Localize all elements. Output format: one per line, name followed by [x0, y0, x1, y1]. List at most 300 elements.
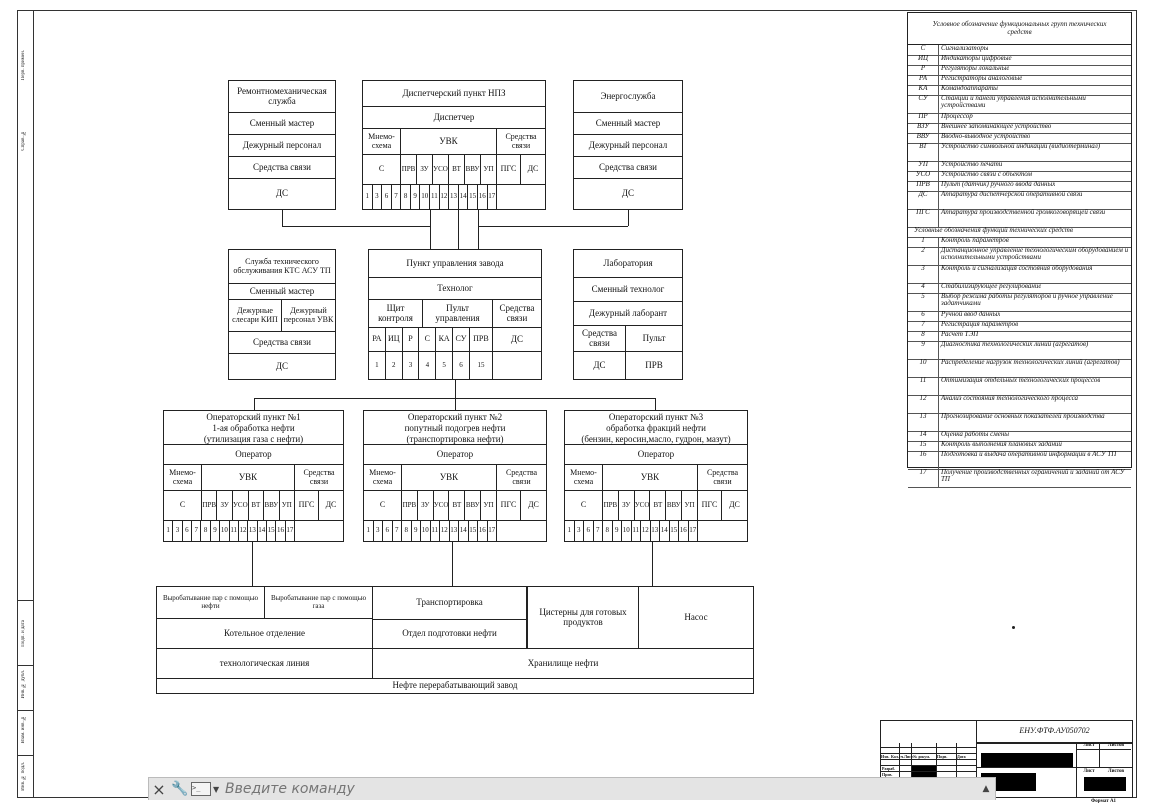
- num-cell: 13: [651, 521, 661, 541]
- legend-func-code: 4: [908, 283, 939, 293]
- operator-sub1: 1-ая обработка нефти: [212, 423, 295, 433]
- legend-func-text: Расчет ТЭП: [941, 331, 979, 338]
- num-cell: 16: [276, 521, 285, 541]
- tanks: Цистерны для готовых продуктов: [527, 587, 639, 649]
- lab-title: Лаборатория: [574, 250, 682, 278]
- plant-control-box: [368, 249, 542, 380]
- code-cell: ВТ: [449, 491, 465, 521]
- operator-mnemo: Мнемо-схема: [364, 465, 402, 491]
- tech-line: технологическая линия: [157, 649, 373, 679]
- legend-func-code: 15: [908, 441, 939, 451]
- plant-shield: Щит контроля: [369, 300, 423, 328]
- legend-func-text: Оптимизация отдельных технологических процессов: [941, 377, 1101, 384]
- operator-comm: Средства связи: [497, 465, 546, 491]
- code-cell: ПРВ: [401, 155, 417, 185]
- code-cell: КА: [436, 328, 453, 352]
- operator-title-block: [565, 411, 747, 445]
- num-cell: 14: [459, 521, 469, 541]
- operator-nums: [565, 521, 698, 541]
- lab-prv: ПРВ: [645, 359, 663, 370]
- legend-text: Регуляторы локальные: [941, 65, 1010, 72]
- tech-service-title: Служба технического обслуживания КТС АСУ ТП: [229, 250, 335, 284]
- num-cell: 8: [201, 521, 210, 541]
- legend-func-text: Распределение нагрузок технологических линий (агрегатов): [941, 359, 1120, 366]
- plant-codes: [369, 328, 493, 352]
- legend-func-text: Диагностика технологических линий (агрегатов): [941, 341, 1089, 348]
- operator-pgs: ПГС: [295, 491, 319, 521]
- legend-func-code: 6: [908, 311, 939, 321]
- operator-title-block: [164, 411, 343, 445]
- num-cell: 2: [386, 352, 403, 379]
- dispatch-codes: [401, 155, 497, 185]
- num-cell: 3: [173, 521, 182, 541]
- legend-code: ИЦ: [908, 55, 939, 65]
- code-cell: ВВУ: [465, 491, 481, 521]
- legend-code: С: [908, 45, 939, 55]
- energy-duty: Дежурный персонал: [574, 135, 682, 157]
- repair-ds: ДС: [275, 188, 289, 199]
- code-cell: С: [419, 328, 436, 352]
- operator-title: Операторский пункт №2: [407, 412, 503, 422]
- num-cell: 13: [449, 185, 459, 209]
- dispatch-pgs: ПГС: [497, 155, 521, 185]
- num-cell: 1: [369, 352, 386, 379]
- side-role: Пров.: [882, 772, 893, 777]
- num-cell: 14: [660, 521, 670, 541]
- legend-func-text: Оценка работы смены: [941, 431, 1010, 438]
- lab-comm: Средства связи: [574, 326, 626, 352]
- operator-uvk: УВК: [603, 465, 698, 491]
- operator-sub2: (бензин, керосин,масло, гудрон, мазут): [581, 434, 731, 444]
- legend-code: ВЗУ: [908, 123, 939, 133]
- num-cell: 15: [469, 521, 479, 541]
- legend-func-code: 14: [908, 431, 939, 441]
- operator-ds: ДС: [319, 491, 343, 521]
- num-cell: 6: [382, 185, 392, 209]
- num-cell: 5: [436, 352, 453, 379]
- code-cell: ВВУ: [465, 155, 481, 185]
- num-cell: 12: [239, 521, 248, 541]
- legend-text: Станции и панели управления исполнительными устройствами: [941, 95, 1086, 109]
- dot-mark: [1012, 626, 1015, 629]
- dispatch-box: [362, 80, 546, 210]
- chevron-up-icon[interactable]: ▲: [982, 784, 990, 794]
- num-cell: 15: [470, 352, 493, 379]
- legend-func-text: Ручной ввод данных: [941, 311, 1001, 318]
- side-label: Подп. и дата: [21, 620, 26, 647]
- num-cell: 3: [374, 521, 384, 541]
- legend-item: [908, 209, 1131, 228]
- legend-func-text: Подготовка и выдача оперативной информации в АСУ ТП: [941, 451, 1117, 458]
- dispatch-uvk: УВК: [401, 129, 497, 155]
- num-cell: 11: [430, 185, 440, 209]
- operator-mnemo: Мнемо-схема: [565, 465, 603, 491]
- legend-func: [908, 247, 1131, 266]
- legend-text: Командоаппараты: [941, 85, 998, 92]
- num-cell: 9: [412, 521, 422, 541]
- row-label: Дата: [957, 754, 966, 759]
- code-cell: ВТ: [449, 155, 465, 185]
- legend-text: Вводно-выводное устройство: [941, 133, 1031, 140]
- code-cell: ПРВ: [470, 328, 493, 352]
- operator-box-2: [363, 410, 547, 542]
- legend-func-code: 1: [908, 237, 939, 247]
- side-label: Взам. инв. №: [21, 715, 26, 744]
- legend-func: [908, 341, 1131, 360]
- sheets-label-2: Листов: [1107, 768, 1125, 774]
- num-cell: 1: [364, 521, 374, 541]
- boiler: Котельное отделение: [157, 619, 373, 649]
- num-cell: 17: [488, 185, 498, 209]
- num-cell: 14: [258, 521, 267, 541]
- legend-text: Устройство символьной индикации (видиотерминал): [941, 143, 1101, 150]
- dispatch-mnemo: Мнемо-схема: [363, 129, 401, 155]
- legend-code: ПГС: [908, 209, 939, 227]
- command-input[interactable]: [221, 779, 977, 799]
- num-cell: 15: [670, 521, 680, 541]
- legend-func-text: Анализ состояния технологического процесса: [941, 395, 1079, 402]
- legend-func: [908, 377, 1131, 396]
- legend-text: Регистраторы аналоговые: [941, 75, 1023, 82]
- num-cell: 11: [632, 521, 642, 541]
- dispatch-s: С: [363, 155, 401, 185]
- operator-person: Оператор: [565, 445, 747, 465]
- tech-ds: ДС: [275, 360, 289, 371]
- num-cell: 10: [420, 185, 430, 209]
- tech-service-box: [228, 249, 336, 380]
- legend-text: Сигнализаторы: [941, 45, 989, 52]
- num-cell: 3: [373, 185, 383, 209]
- code-cell: РА: [369, 328, 386, 352]
- steam-gas: Выробатывание пар с помощью газа: [265, 587, 373, 619]
- list-label-2: Лист: [1083, 768, 1095, 774]
- code-cell: ЗУ: [418, 491, 434, 521]
- num-cell: 13: [248, 521, 257, 541]
- operator-mnemo: Мнемо-схема: [164, 465, 202, 491]
- row-label: Изм.: [881, 754, 890, 759]
- energy-ds: ДС: [621, 188, 635, 199]
- operator-pgs: ПГС: [698, 491, 722, 521]
- code-cell: ВВУ: [666, 491, 682, 521]
- operator-nums: [364, 521, 497, 541]
- code-cell: УСО: [233, 491, 249, 521]
- row-label: Лист: [904, 754, 914, 759]
- plant-panel: Пульт управления: [423, 300, 493, 328]
- num-cell: 9: [211, 521, 220, 541]
- operator-uvk: УВК: [202, 465, 295, 491]
- wrench-icon[interactable]: 🔧: [171, 781, 189, 797]
- operator-sub1: обработка фракций нефти: [606, 423, 706, 433]
- legend-func-code: 17: [908, 469, 939, 487]
- prep: Отдел подготовки нефти: [373, 619, 527, 649]
- operator-sub1: попутный подогрев нефти: [404, 423, 506, 433]
- legend-func-text: Контроль параметров: [941, 237, 1009, 244]
- code-cell: ПРВ: [202, 491, 217, 521]
- plant-nums: [369, 352, 493, 379]
- legend-code: ДС: [908, 191, 939, 209]
- num-cell: 16: [679, 521, 689, 541]
- num-cell: 6: [453, 352, 470, 379]
- legend-func-text: Выбор режима работы регуляторов и ручное управление задатчиками: [941, 293, 1113, 307]
- num-cell: 11: [431, 521, 441, 541]
- command-prompt-icon[interactable]: >_ ▼: [191, 782, 221, 796]
- operator-s: С: [565, 491, 603, 521]
- code-cell: Р: [403, 328, 420, 352]
- operator-ds: ДС: [521, 491, 546, 521]
- code-cell: УП: [682, 491, 698, 521]
- legend-func-code: 10: [908, 359, 939, 377]
- dispatch-comm: Средства связи: [497, 129, 545, 155]
- storage: Хранилище нефти: [373, 649, 753, 679]
- legend-func: [908, 265, 1131, 284]
- operator-codes: [202, 491, 295, 521]
- code-cell: ЗУ: [417, 155, 433, 185]
- code-cell: ЗУ: [619, 491, 635, 521]
- num-cell: 4: [419, 352, 436, 379]
- repair-service-title: Ремонтномеханическая служба: [229, 81, 335, 113]
- num-cell: 7: [392, 185, 402, 209]
- num-cell: 17: [286, 521, 295, 541]
- legend-func-code: 12: [908, 395, 939, 413]
- repair-duty: Дежурный персонал: [229, 135, 335, 157]
- plant-control-title: Пункт управления завода: [369, 250, 541, 278]
- legend-code: РА: [908, 75, 939, 85]
- energy-comm: Средства связи: [574, 157, 682, 179]
- num-cell: 15: [267, 521, 276, 541]
- close-icon[interactable]: ×: [152, 779, 166, 799]
- num-cell: 7: [393, 521, 403, 541]
- plant-box: [156, 586, 754, 694]
- legend-func: [908, 293, 1131, 312]
- legend-text: Процессор: [941, 113, 973, 120]
- legend-item: [908, 95, 1131, 114]
- operator-codes: [402, 491, 497, 521]
- num-cell: 17: [689, 521, 699, 541]
- legend-func-code: 16: [908, 451, 939, 469]
- chevron-down-icon[interactable]: ▼: [213, 784, 220, 794]
- steam-oil: Выробатывание пар с помощью нефти: [157, 587, 265, 619]
- legend-func-text: Контроль выполнения плановых заданий: [941, 441, 1062, 448]
- num-cell: 1: [363, 185, 373, 209]
- legend-text: Внешнее запоминающее устройство: [941, 123, 1052, 130]
- code-cell: ПРВ: [603, 491, 619, 521]
- num-cell: 14: [459, 185, 469, 209]
- legend-title: Условное обозначение функциональных групп технических средств: [908, 13, 1131, 45]
- num-cell: 10: [622, 521, 632, 541]
- dispatch-title: Диспетчерский пункт НПЗ: [363, 81, 545, 107]
- code-cell: УСО: [635, 491, 651, 521]
- legend-text: Пульт (датчик) ручного ввода данных: [941, 181, 1056, 188]
- num-cell: 1: [164, 521, 173, 541]
- tech-master: Сменный мастер: [229, 284, 335, 300]
- legend-text: Устройство печати: [941, 161, 1003, 168]
- dispatch-nums: [363, 185, 497, 209]
- plant-ds: ДС: [493, 328, 541, 352]
- legend-func-text: Регистрация параметров: [941, 321, 1019, 328]
- num-cell: 9: [411, 185, 421, 209]
- operator-comm: Средства связи: [295, 465, 343, 491]
- side-label: Перв. примен.: [21, 50, 26, 81]
- operator-person: Оператор: [164, 445, 343, 465]
- operator-title: Операторский пункт №3: [608, 412, 704, 422]
- tech-comm: Средства связи: [229, 332, 335, 354]
- row-label: Подп.: [937, 754, 948, 759]
- command-bar: [148, 777, 996, 800]
- operator-nums: [164, 521, 295, 541]
- energy-master: Сменный мастер: [574, 113, 682, 135]
- lab-ds: ДС: [574, 352, 626, 379]
- num-cell: 11: [230, 521, 239, 541]
- legend-func-text: Стабилизирующее регулирование: [941, 283, 1042, 290]
- num-cell: 12: [641, 521, 651, 541]
- energy-box: [573, 80, 683, 210]
- num-cell: 7: [192, 521, 201, 541]
- format-label: Формат А1: [1091, 799, 1117, 804]
- tech-left: Дежурные слесари КИП: [229, 300, 282, 332]
- code-cell: ВВУ: [264, 491, 279, 521]
- code-cell: УСО: [433, 155, 449, 185]
- lab-master: Сменный технолог: [574, 278, 682, 302]
- plant-control-person: Технолог: [369, 278, 541, 300]
- legend-text: Аппаратура диспетчерской оперативной связи: [941, 191, 1083, 198]
- operator-codes: [603, 491, 698, 521]
- legend-func: [908, 451, 1131, 470]
- operator-sub2: (утилизация газа с нефти): [203, 434, 304, 444]
- doc-code: ЕНУ.ФТФ.АУ050702: [976, 721, 1132, 743]
- dispatch-ds: ДС: [521, 155, 545, 185]
- operator-box-3: [564, 410, 748, 542]
- legend-code: УП: [908, 161, 939, 171]
- legend-code: Р: [908, 65, 939, 75]
- num-cell: 8: [402, 521, 412, 541]
- num-cell: 7: [594, 521, 604, 541]
- side-label: Справ. №: [21, 130, 26, 151]
- code-cell: ПРВ: [402, 491, 418, 521]
- legend-code: УСО: [908, 171, 939, 181]
- legend-func: [908, 395, 1131, 414]
- legend-code: ПРВ: [908, 181, 939, 191]
- code-cell: ЗУ: [217, 491, 232, 521]
- tech-right: Дежурный персонал УВК: [282, 300, 335, 332]
- legend-func-title: Условные обозначения функций технических средств: [908, 227, 1131, 238]
- num-cell: 9: [613, 521, 623, 541]
- num-cell: 16: [478, 521, 488, 541]
- operator-uvk: УВК: [402, 465, 497, 491]
- sheets-label: Листов: [1101, 743, 1131, 750]
- legend-code: КА: [908, 85, 939, 95]
- legend-func-text: Контроль и сигнализация состояния оборудования: [941, 265, 1093, 272]
- legend-func-text: Дистанционное управление технологическим оборудованием и исполнительными устройствами: [941, 247, 1129, 261]
- num-cell: 12: [440, 521, 450, 541]
- dispatch-person: Диспетчер: [363, 107, 545, 129]
- legend-code: ВВУ: [908, 133, 939, 143]
- side-role: Разраб.: [882, 766, 896, 771]
- code-cell: СУ: [453, 328, 470, 352]
- legend-code: СУ: [908, 95, 939, 113]
- lab-box: [573, 249, 683, 380]
- num-cell: 6: [584, 521, 594, 541]
- num-cell: 3: [575, 521, 585, 541]
- code-cell: ВТ: [650, 491, 666, 521]
- legend-func-text: Получение производственных ограничений и заданий от АСУ ТП: [941, 469, 1125, 483]
- energy-title: Энергослужба: [574, 81, 682, 113]
- num-cell: 17: [488, 521, 498, 541]
- repair-service-box: [228, 80, 336, 210]
- legend-item: [908, 191, 1131, 210]
- num-cell: 8: [603, 521, 613, 541]
- plant-comm: Средства связи: [493, 300, 541, 328]
- legend-code: ПР: [908, 113, 939, 123]
- side-label: Инв. № подл.: [21, 762, 26, 791]
- num-cell: 12: [440, 185, 450, 209]
- legend-text: Аппаратура производственной громкоговорящей связи: [941, 209, 1106, 216]
- num-cell: 15: [468, 185, 478, 209]
- code-cell: УП: [481, 155, 497, 185]
- legend-code: ВТ: [908, 143, 939, 161]
- legend-func-code: 9: [908, 341, 939, 359]
- num-cell: 16: [478, 185, 488, 209]
- num-cell: 1: [565, 521, 575, 541]
- legend-func-code: 11: [908, 377, 939, 395]
- legend-func-code: 3: [908, 265, 939, 283]
- legend-func-code: 8: [908, 331, 939, 341]
- list-label: Лист: [1077, 743, 1101, 750]
- legend-item: [908, 143, 1131, 162]
- operator-s: С: [164, 491, 202, 521]
- repair-master: Сменный мастер: [229, 113, 335, 135]
- legend-func-code: 2: [908, 247, 939, 265]
- num-cell: 10: [421, 521, 431, 541]
- legend-panel: [907, 12, 1132, 483]
- code-cell: ВТ: [249, 491, 264, 521]
- legend-func-code: 5: [908, 293, 939, 311]
- operator-box-1: [163, 410, 344, 542]
- operator-title: Операторский пункт №1: [206, 412, 301, 422]
- repair-comm: Средства связи: [229, 157, 335, 179]
- legend-func: [908, 413, 1131, 432]
- transport: Транспортировка: [373, 587, 527, 619]
- legend-func: [908, 359, 1131, 378]
- operator-comm: Средства связи: [698, 465, 747, 491]
- operator-sub2: (транспортировка нефти): [406, 434, 504, 444]
- lab-duty: Дежурный лаборант: [574, 302, 682, 326]
- legend-func-code: 7: [908, 321, 939, 331]
- legend-text: Устройство связи с объектом: [941, 171, 1032, 178]
- legend-func-code: 13: [908, 413, 939, 431]
- num-cell: 3: [403, 352, 420, 379]
- refinery: Нефте перерабатывающий завод: [392, 680, 518, 691]
- code-cell: УП: [481, 491, 497, 521]
- side-strip-labels: [17, 10, 33, 798]
- lab-panel: Пульт: [626, 326, 682, 352]
- operator-ds: ДС: [722, 491, 747, 521]
- operator-pgs: ПГС: [497, 491, 521, 521]
- num-cell: 6: [183, 521, 192, 541]
- side-label: Инв. № дубл.: [21, 670, 26, 699]
- operator-s: С: [364, 491, 402, 521]
- code-cell: УП: [280, 491, 295, 521]
- legend-func-text: Прогнозирование основных показателей производства: [941, 413, 1105, 420]
- legend-text: Индикаторы цифровые: [941, 55, 1012, 62]
- legend-func: [908, 469, 1131, 488]
- num-cell: 13: [450, 521, 460, 541]
- row-label: № докум.: [913, 754, 930, 759]
- row-label: Кол.уч.: [891, 754, 905, 759]
- operator-title-block: [364, 411, 546, 445]
- num-cell: 10: [220, 521, 229, 541]
- operator-person: Оператор: [364, 445, 546, 465]
- num-cell: 8: [401, 185, 411, 209]
